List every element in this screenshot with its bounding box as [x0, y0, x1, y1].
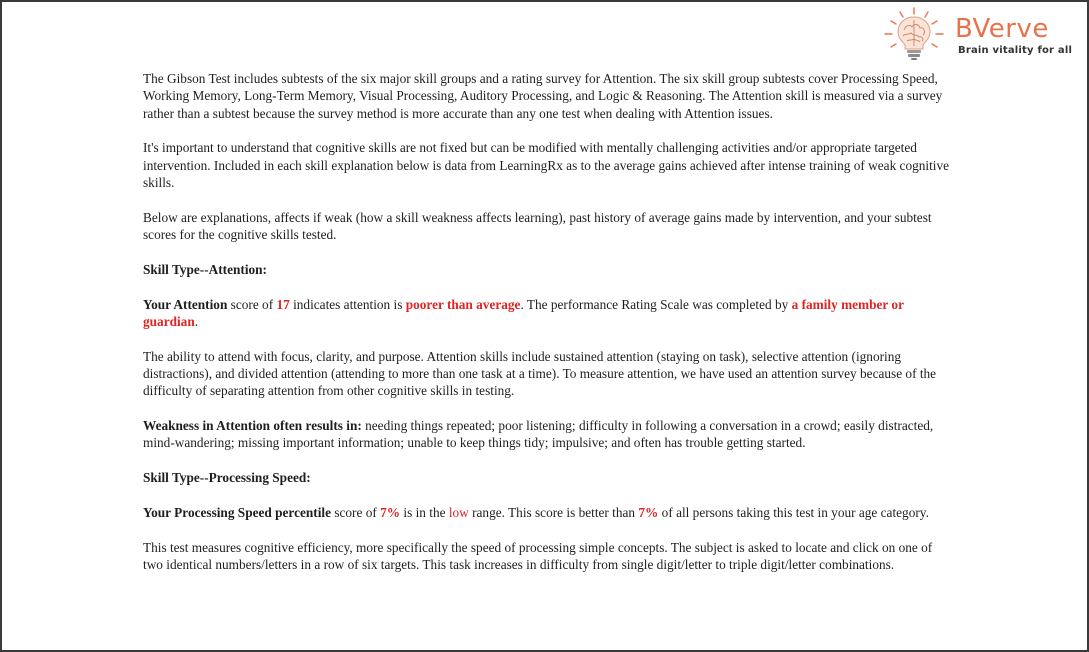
processing-speed-description: This test measures cognitive efficiency, more specifically the speed of processing simple concepts. The subject is asked to locate and click on one of two identical numbers/letters in a row of six targets. This task increases in difficulty from single digit/letter to triple digit/letter combinations. [143, 539, 933, 573]
age-category-text: of all persons taking this test in your age category. [658, 505, 929, 521]
bverve-logo [882, 6, 1082, 62]
score-of-text: score of [227, 296, 277, 312]
modifiable-paragraph: It's important to understand that cognitive skills are not fixed but can be modified with mentally challenging activities and/or appropriate targeted intervention. Included in each skill explanation below is data from LearningRx as to the average gains achieved after intense training of weak cognitive skills. [143, 140, 950, 190]
explanations-paragraph: Below are explanations, affects if weak (how a skill weakness affects learning), past history of average gains made by intervention, and your subtest scores for the cognitive skills tested. [143, 209, 932, 243]
logo-name: BVerve [955, 14, 1049, 44]
attention-score-paragraph [143, 296, 953, 331]
attention-score-value: 17 [276, 296, 290, 312]
processing-speed-range: low [448, 505, 469, 521]
attention-description: The ability to attend with focus, clarity, and purpose. Attention skills include sustained attention (staying on task), selective attention (ignoring distractions), and divided attention (attending to more than one task at a time). To measure attention, we have used an attention survey because of the difficulty of separating attention from other cognitive skills in testing. [143, 348, 937, 399]
indicates-text: indicates attention is [289, 296, 406, 312]
attention-rater: a family member or guardian [143, 296, 904, 329]
range-text: is in the [400, 505, 449, 521]
attention-heading: Skill Type--Attention: [143, 261, 267, 277]
processing-speed-score-label: Your Processing Speed percentile [143, 505, 331, 521]
better-than-text: range. This score is better than [468, 505, 639, 521]
attention-score-label: Your Attention [143, 296, 228, 312]
score-of-text: score of [331, 505, 381, 521]
processing-speed-better-pct: 7% [638, 505, 659, 521]
brain-lightbulb-icon [882, 6, 946, 62]
logo-tagline: Brain vitality for all [958, 45, 1073, 56]
completed-by-text: . The performance Rating Scale was completed by [520, 296, 792, 312]
processing-speed-percentile: 7% [380, 505, 401, 521]
attention-end: . [194, 313, 199, 329]
attention-weakness-text: needing things repeated; poor listening; difficulty in following a conversation in a crowd; easily distracted, mind-wandering; missing important information; unable to keep things tidy; impulsive; and often has trouble getting started. [143, 418, 934, 451]
report-body [143, 70, 953, 591]
attention-weakness-label: Weakness in Attention often results in: [143, 418, 362, 434]
processing-speed-score-paragraph [143, 504, 953, 521]
attention-rating: poorer than average [405, 296, 521, 312]
attention-weakness-paragraph [143, 417, 953, 452]
processing-speed-heading: Skill Type--Processing Speed: [143, 470, 311, 486]
intro-paragraph: The Gibson Test includes subtests of the six major skill groups and a rating survey for Attention. The six skill group subtests cover Processing Speed, Working Memory, Long-Term Memory, Visual Processing, Auditory Processing, and Logic & Reasoning. The Attention skill is measured via a survey rather than a subtest because the survey method is more accurate than any one test when dealing with Attention issues. [143, 71, 943, 121]
